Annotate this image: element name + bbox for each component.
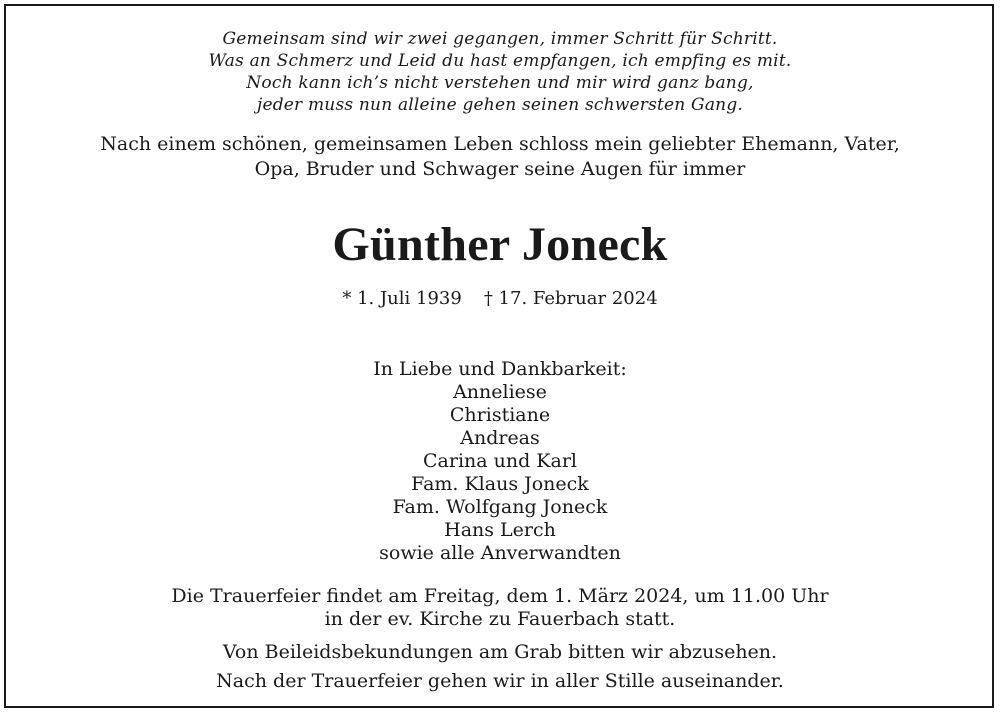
death-date: † 17. Februar 2024 — [483, 288, 658, 309]
intro-line: Opa, Bruder und Schwager seine Augen für immer — [254, 158, 746, 180]
mourner-name: Hans Lerch — [444, 519, 556, 541]
mourners-list — [0, 358, 1000, 565]
poem-line: jeder muss nun alleine gehen seinen schwersten Gang. — [256, 95, 744, 115]
mourner-name: Fam. Klaus Joneck — [411, 473, 589, 495]
condolence-note: Von Beileidsbekundungen am Grab bitten wir abzusehen. — [222, 641, 778, 663]
mourner-name: Andreas — [460, 427, 540, 449]
poem-line: Gemeinsam sind wir zwei gegangen, immer Schritt für Schritt. — [222, 29, 778, 49]
funeral-service-info — [0, 585, 1000, 631]
parting-note: Nach der Trauerfeier gehen wir in aller Stille auseinander. — [216, 670, 784, 692]
mourner-name: Anneliese — [453, 381, 547, 403]
intro-text — [0, 132, 1000, 182]
deceased-name: Günther Joneck — [332, 218, 668, 271]
mourner-name: Carina und Karl — [423, 450, 577, 472]
poem-line: Noch kann ich’s nicht verstehen und mir wird ganz bang, — [246, 73, 754, 93]
life-dates — [0, 288, 1000, 310]
memorial-poem — [0, 28, 1000, 116]
poem-line: Was an Schmerz und Leid du hast empfangen, ich empfing es mit. — [208, 51, 792, 71]
mourner-name: Christiane — [449, 404, 551, 426]
mourner-name: sowie alle Anverwandten — [379, 542, 621, 564]
ceremony-line: Die Trauerfeier findet am Freitag, dem 1. März 2024, um 11.00 Uhr — [171, 585, 829, 607]
birth-date: * 1. Juli 1939 — [342, 288, 462, 309]
ceremony-line: in der ev. Kirche zu Fauerbach statt. — [324, 608, 676, 630]
mourners-heading: In Liebe und Dankbarkeit: — [373, 358, 627, 380]
mourner-name: Fam. Wolfgang Joneck — [392, 496, 608, 518]
intro-line: Nach einem schönen, gemeinsamen Leben schloss mein geliebter Ehemann, Vater, — [100, 133, 900, 155]
